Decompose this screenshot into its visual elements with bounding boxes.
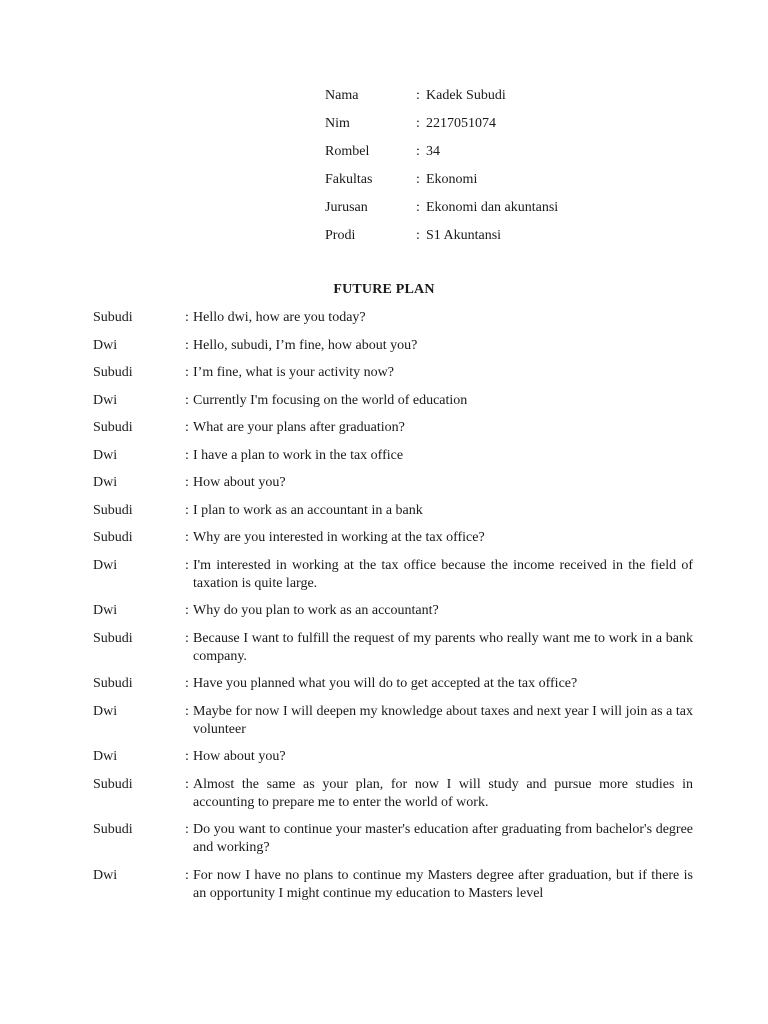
utterance-text: Do you want to continue your master's education after graduating from bachelor's degree and working? [193, 822, 693, 855]
utterance-text: Have you planned what you will do to get accepted at the tax office? [193, 676, 578, 691]
identity-label: Nama [325, 88, 359, 103]
speaker-colon: : [185, 776, 189, 792]
speaker-name: Dwi [93, 867, 118, 883]
dialogue-turn [93, 630, 693, 666]
speaker-colon: : [185, 557, 189, 573]
utterance-text: I plan to work as an accountant in a bank [193, 502, 423, 518]
dialogue-turn [93, 419, 693, 437]
speaker-name: Dwi [93, 749, 118, 764]
document-title: FUTURE PLAN [333, 282, 435, 297]
identity-row-prodi [325, 226, 645, 254]
utterance-text: Almost the same as your plan, for now I will study and pursue more studies in accounting to prepare me to enter the world of work. [193, 776, 693, 810]
utterance-text: Hello dwi, how are you today? [193, 310, 366, 325]
utterance-text: Hello, subudi, I’m fine, how about you? [193, 337, 418, 353]
speaker-colon: : [185, 365, 189, 380]
dialogue-turn [93, 602, 693, 620]
speaker-name: Subudi [93, 502, 133, 518]
dialogue-turn [93, 529, 693, 547]
utterance-text: Why are you interested in working at the tax office? [193, 530, 485, 545]
dialogue-turn [93, 337, 693, 355]
speaker-colon: : [185, 475, 189, 490]
speaker-name: Subudi [93, 420, 133, 435]
speaker-name: Subudi [93, 530, 133, 545]
dialogue-turn [93, 392, 693, 410]
identity-value: Ekonomi [426, 172, 478, 187]
dialogue-turn [93, 364, 693, 382]
identity-row-nim [325, 114, 645, 142]
speaker-name: Subudi [93, 365, 133, 380]
speaker-colon: : [185, 822, 189, 837]
identity-colon: : [416, 228, 420, 243]
identity-colon: : [416, 88, 420, 103]
identity-row-rombel [325, 142, 645, 170]
speaker-colon: : [185, 676, 189, 691]
identity-value: S1 Akuntansi [426, 228, 502, 243]
speaker-colon: : [185, 420, 189, 435]
speaker-colon: : [185, 603, 189, 618]
identity-label: Rombel [325, 144, 370, 159]
identity-value: Kadek Subudi [426, 88, 506, 103]
dialogue-turn [93, 502, 693, 520]
utterance-text: For now I have no plans to continue my Masters degree after graduation, but if there is an opportunity I might continue my education to Masters level [193, 867, 693, 901]
identity-value: 34 [426, 144, 440, 159]
identity-label: Jurusan [325, 200, 368, 215]
identity-colon: : [416, 200, 420, 215]
speaker-name: Dwi [93, 603, 118, 618]
identity-colon: : [416, 116, 420, 131]
identity-label: Fakultas [325, 172, 373, 187]
speaker-colon: : [185, 392, 189, 408]
student-identity-block [325, 86, 645, 254]
dialogue-turn [93, 675, 693, 693]
utterance-text: Because I want to fulfill the request of my parents who really want me to work in a bank company. [193, 630, 693, 664]
utterance-text: What are your plans after graduation? [193, 420, 405, 435]
speaker-name: Subudi [93, 310, 133, 325]
speaker-colon: : [185, 447, 189, 463]
speaker-name: Dwi [93, 703, 118, 719]
speaker-name: Dwi [93, 337, 118, 353]
identity-row-nama [325, 86, 645, 114]
identity-label: Prodi [325, 228, 356, 243]
speaker-name: Dwi [93, 557, 118, 573]
dialogue-turn [93, 447, 693, 465]
speaker-colon: : [185, 337, 189, 353]
speaker-colon: : [185, 630, 189, 646]
utterance-text: I have a plan to work in the tax office [193, 447, 404, 463]
speaker-name: Dwi [93, 447, 118, 463]
speaker-name: Subudi [93, 776, 133, 792]
speaker-colon: : [185, 703, 189, 719]
identity-row-jurusan [325, 198, 645, 226]
dialogue-turn [93, 557, 693, 593]
dialogue-turn [93, 703, 693, 739]
identity-colon: : [416, 172, 420, 187]
speaker-name: Subudi [93, 676, 133, 691]
identity-value: Ekonomi dan akuntansi [426, 200, 559, 215]
speaker-name: Dwi [93, 475, 118, 490]
identity-value: 2217051074 [426, 116, 496, 131]
speaker-colon: : [185, 749, 189, 764]
speaker-colon: : [185, 310, 189, 325]
utterance-text: Currently I'm focusing on the world of education [193, 392, 468, 408]
dialogue-turn [93, 309, 693, 327]
speaker-name: Subudi [93, 822, 133, 837]
utterance-text: I'm interested in working at the tax office because the income received in the field of taxation is quite large. [193, 557, 693, 591]
identity-row-fakultas [325, 170, 645, 198]
dialogue-turn [93, 821, 693, 857]
utterance-text: Maybe for now I will deepen my knowledge about taxes and next year I will join as a tax volunteer [193, 703, 693, 737]
dialogue-turn [93, 474, 693, 492]
speaker-colon: : [185, 502, 189, 518]
utterance-text: Why do you plan to work as an accountant? [193, 603, 439, 618]
utterance-text: How about you? [193, 475, 286, 490]
utterance-text: I’m fine, what is your activity now? [193, 365, 395, 380]
speaker-name: Dwi [93, 392, 118, 408]
dialogue-list [93, 309, 693, 912]
identity-colon: : [416, 144, 420, 159]
identity-label: Nim [325, 116, 350, 131]
dialogue-turn [93, 867, 693, 903]
speaker-name: Subudi [93, 630, 133, 646]
dialogue-turn [93, 748, 693, 766]
utterance-text: How about you? [193, 749, 286, 764]
speaker-colon: : [185, 867, 189, 883]
dialogue-turn [93, 776, 693, 812]
speaker-colon: : [185, 530, 189, 545]
